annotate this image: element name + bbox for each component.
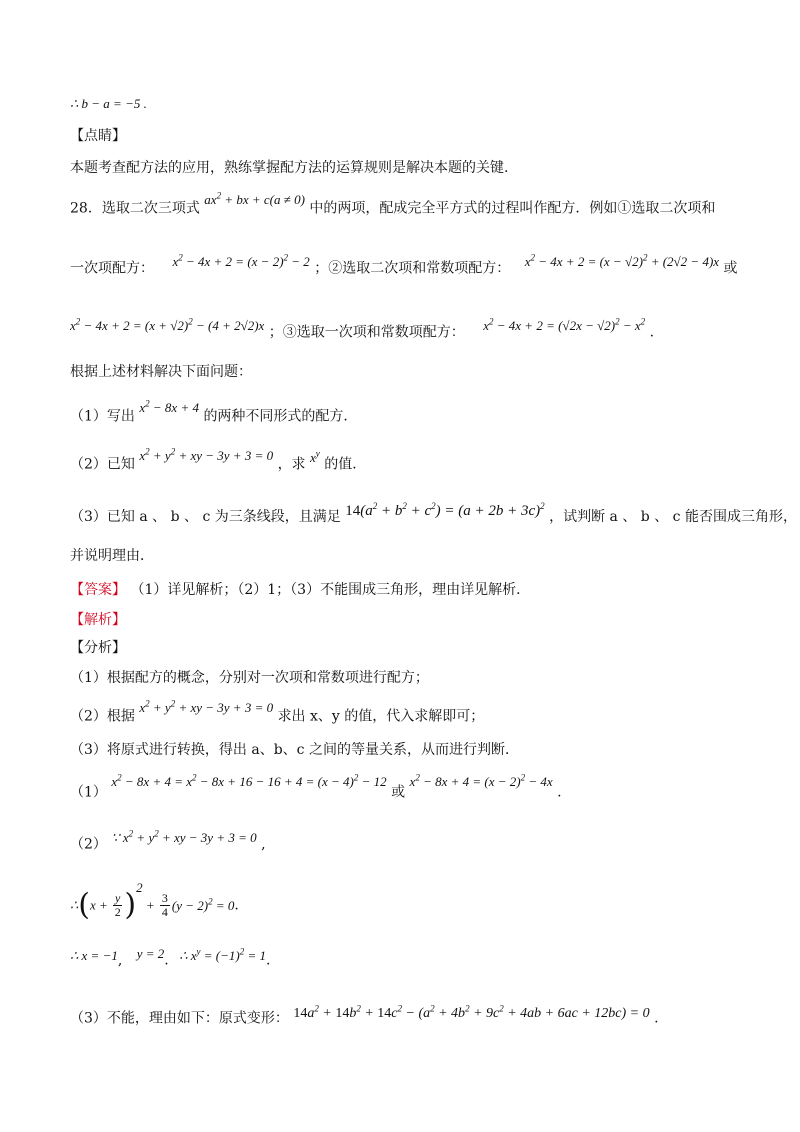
sub-question-3: （3）已知 a 、 b 、 c 为三条线段，且满足 $14(a^2 + b^2 + c^2) = (a + 2b + 3c)^2$ ，试判断 a 、 b 、 c 能否围成三角形， bbox=[70, 501, 797, 525]
example-line-1: 一次项配方： $x^2 - 4x + 2 = (x - 2)^2 - 2$ ；②选取二次项和常数项配方： $x^2 - 4x + 2 = (x - √2)^2 + (2√2 - 4)x$ 或 bbox=[70, 253, 738, 277]
sub2-power: $x^y$ bbox=[310, 449, 320, 466]
problem-28-intro: 28．选取二次三项式 $ax^2$ + bx + c(a ≠ 0) 中的两项，配成完全平方式的过程叫作配方．例如①选取二次项和 bbox=[70, 191, 716, 217]
answer-line: 【答案】 （1）详见解析；（2）1；（3）不能围成三角形，理由详见解析． bbox=[70, 582, 531, 598]
solution-2-squares: ∴(x + $\frac{y}{2}$ )$^2$ + $\frac{3}{4}$ $(y - 2)^2 = 0$. bbox=[70, 880, 239, 923]
fraction-three-quarters: $\frac{3}{4}$ bbox=[161, 891, 168, 920]
breakdown-2-equation: $x^2 + y^2$ + xy − 3y + 3 = 0 bbox=[139, 699, 274, 716]
solution-1: （1） $x^2 - 8x + 4 = x^2 - 8x + 16 - 16 + 4 = (x - 4)^2 - 12$ 或 $x^2 - 8x + 4 = (x - 2)^2 - 4x$ . bbox=[70, 773, 562, 801]
example-line-2: $x^2 - 4x + 2 = (x + √2)^2 - (4 + 2√2)x$ ；③选取一次项和常数项配方： $x^2 - 4x + 2 = (√2x - √2)^2 - x^2$ . bbox=[70, 317, 655, 341]
sub3-equation: $14(a^2 + b^2 + c^2) = (a + 2b + 3c)^2$ bbox=[345, 501, 545, 519]
solution-1-formula-a: $x^2 - 8x + 4 = x^2 - 8x + 16 - 16 + 4 = (x - 4)^2 - 12$ bbox=[111, 773, 387, 790]
breakdown-3: （3）将原式进行转换，得出 a、b、c 之间的等量关系，从而进行判断． bbox=[70, 742, 519, 758]
solution-2: （2） ∵ $x^2 + y^2$ + xy − 3y + 3 = 0 , bbox=[70, 829, 266, 853]
example-formula-1: $x^2 - 4x + 2 = (x - 2)^2 - 2$ bbox=[172, 253, 310, 270]
breakdown-1: （1）根据配方的概念，分别对一次项和常数项进行配方； bbox=[70, 670, 429, 686]
example-formula-3: $x^2 - 4x + 2 = (x + √2)^2 - (4 + 2√2)x$ bbox=[70, 317, 265, 334]
example-formula-2: $x^2 - 4x + 2 = (x - √2)^2 + (2√2 - 4)x$ bbox=[524, 253, 720, 270]
breakdown-2: （2）根据 $x^2 + y^2$ + xy − 3y + 3 = 0 求出 x、y 的值，代入求解即可； bbox=[70, 699, 485, 725]
instruction-text: 根据上述材料解决下面问题： bbox=[70, 364, 252, 380]
comment-text: 本题考查配方法的应用，熟练掌握配方法的运算规则是解决本题的关键. bbox=[70, 160, 509, 176]
solution-3-formula: $14a^2 + 14b^2 + 14c^2 - (a^2 + 4b^2 + 9c^2 + 4ab + 6ac + 12bc) = 0$ bbox=[293, 1003, 650, 1021]
comment-heading: 【点睛】 bbox=[70, 128, 126, 144]
sub1-expression: $x^2 - 8x + 4$ bbox=[139, 399, 199, 416]
sub-question-2: （2）已知 $x^2 + y^2$ + xy − 3y + 3 = 0 ，求 $x^y$ 的值． bbox=[70, 447, 367, 473]
solution-2-result: ∴ x = −1, y = 2. ∴ $x^y = (-1)^2 = 1$. bbox=[70, 946, 271, 969]
y-value: y = 2 bbox=[136, 946, 165, 962]
example-formula-4: $x^2 - 4x + 2 = (√2x - √2)^2 - x^2$ bbox=[483, 317, 646, 334]
breakdown-heading: 【分析】 bbox=[70, 640, 126, 656]
x-value: ∴ x = −1 bbox=[70, 948, 118, 964]
analysis-heading: 【解析】 bbox=[70, 612, 126, 628]
solution-1-formula-b: $x^2 - 8x + 4 = (x - 2)^2 - 4x$ bbox=[409, 773, 553, 790]
trinomial-formula: $ax^2$ + bx + c(a ≠ 0) bbox=[204, 191, 305, 208]
prev-conclusion: ∴ b − a = −5 . bbox=[70, 96, 147, 111]
solution-2-given: ∵ $x^2 + y^2$ + xy − 3y + 3 = 0 bbox=[111, 829, 257, 846]
sub-question-1: （1）写出 $x^2 - 8x + 4$ 的两种不同形式的配方． bbox=[70, 399, 358, 425]
power-value: ∴ $x^y = (-1)^2 = 1$ bbox=[179, 947, 266, 964]
sub2-equation: $x^2 + y^2$ + xy − 3y + 3 = 0 bbox=[139, 447, 274, 464]
fraction-y-over-2: $\frac{y}{2}$ bbox=[114, 891, 121, 920]
solution-3: （3）不能，理由如下：原式变形： $14a^2 + 14b^2 + 14c^2 - (a^2 + 4b^2 + 9c^2 + 4ab + 6ac + 12bc) = 0$ . bbox=[70, 1003, 659, 1027]
sub-question-3-cont: 并说明理由． bbox=[70, 548, 154, 564]
